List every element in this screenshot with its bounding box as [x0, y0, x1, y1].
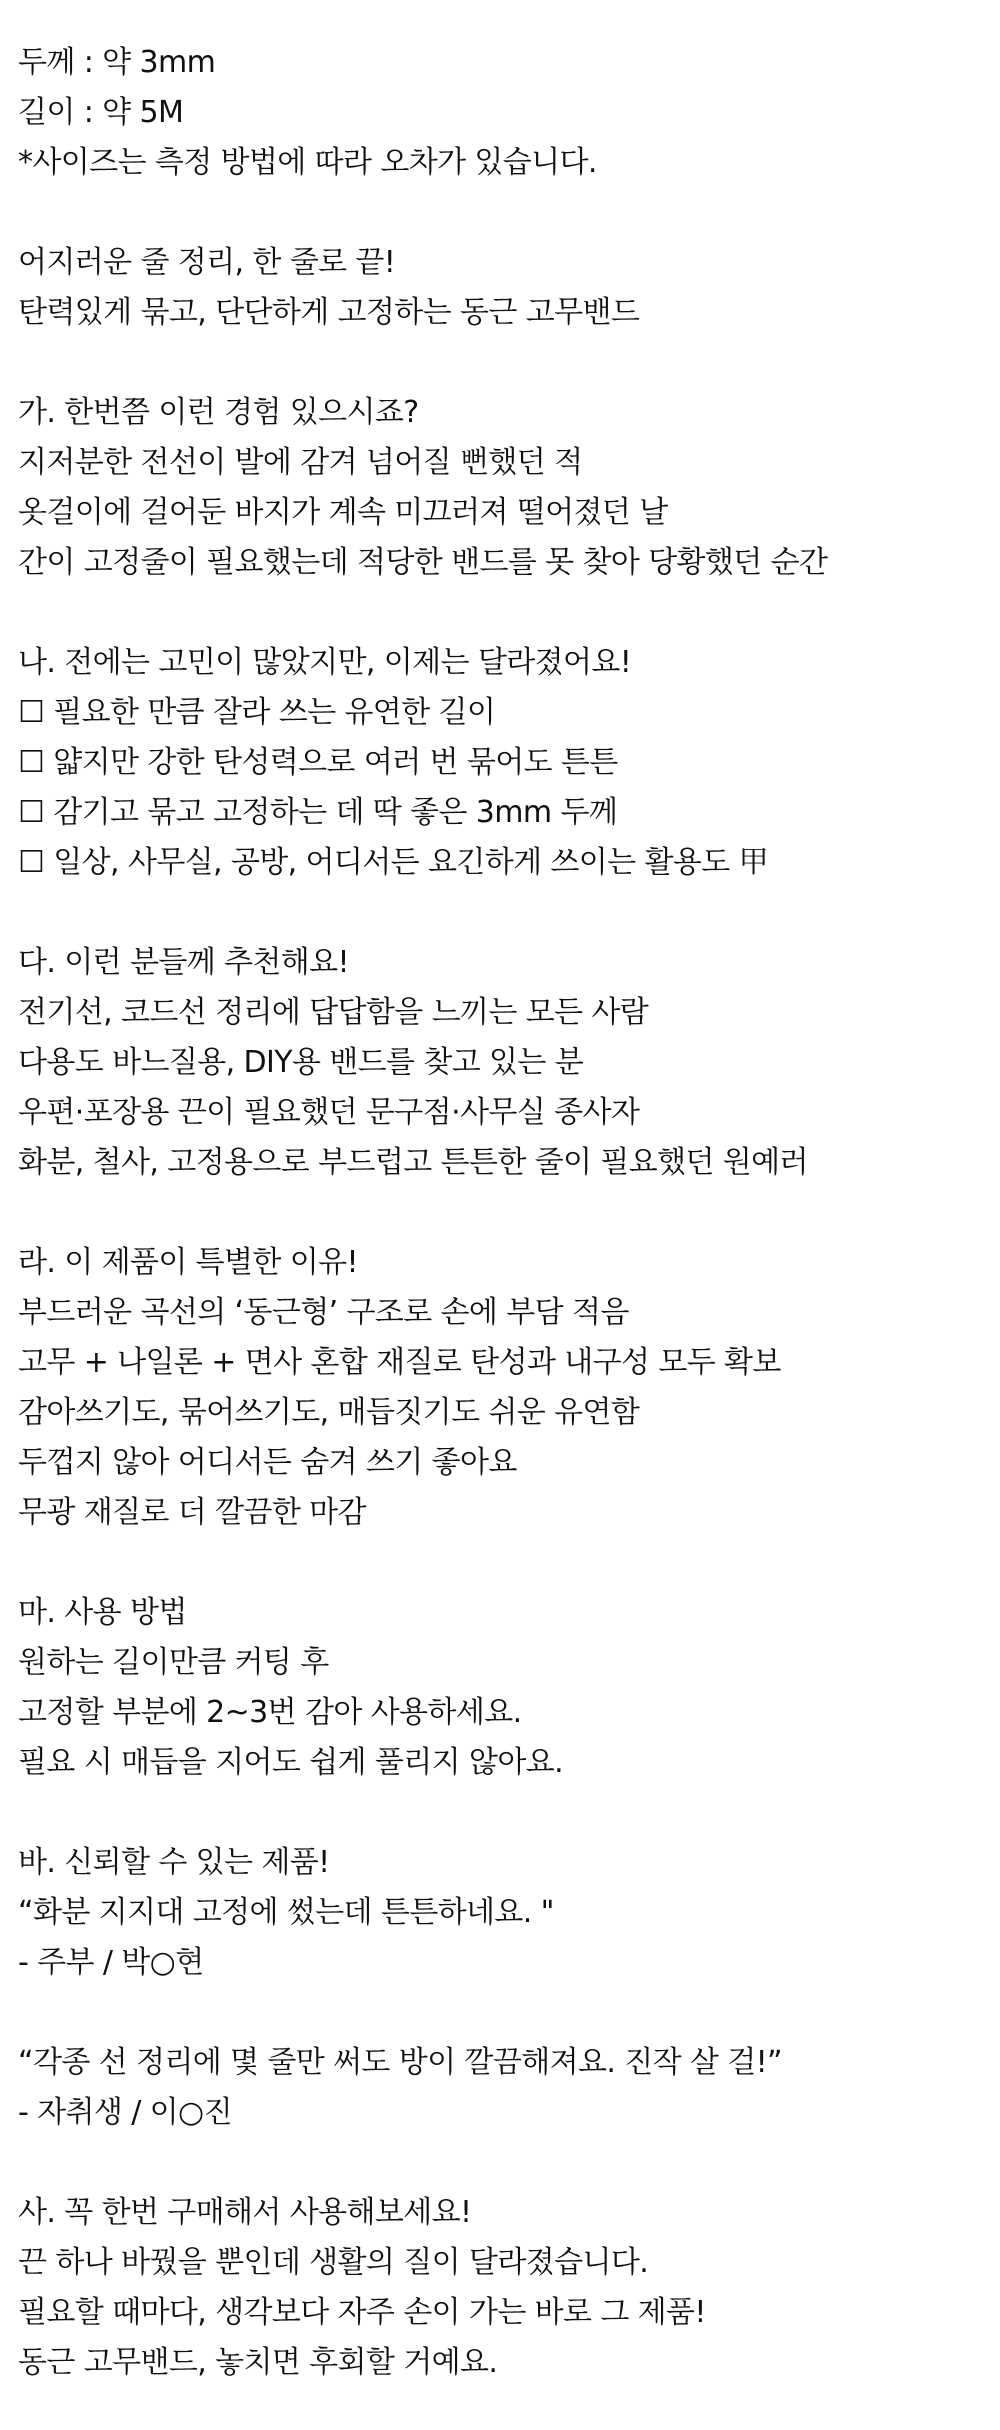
section-heading: 마. 사용 방법 [18, 1595, 187, 1630]
review-block [18, 2038, 988, 2138]
section-line: 우편·포장용 끈이 필요했던 문구점·사무실 종사자 [18, 1095, 640, 1130]
checklist-item: ☐ 감기고 묶고 고정하는 데 딱 좋은 3mm 두께 [18, 795, 618, 830]
section-ra [18, 1238, 988, 1538]
review-quote: “각종 선 정리에 몇 줄만 써도 방이 깔끔해져요. 진작 살 걸!” [18, 2045, 782, 2080]
section-line: 원하는 길이만큼 커팅 후 [18, 1645, 329, 1680]
checklist-item: ☐ 얇지만 강한 탄성력으로 여러 번 묶어도 튼튼 [18, 745, 618, 780]
intro-block [18, 238, 988, 338]
section-line: 두껍지 않아 어디서든 숨겨 쓰기 좋아요 [18, 1445, 517, 1480]
section-heading: 라. 이 제품이 특별한 이유! [18, 1245, 358, 1280]
intro-headline: 어지러운 줄 정리, 한 줄로 끝! [18, 245, 396, 280]
spacer [18, 588, 988, 638]
section-na [18, 638, 988, 888]
section-ma [18, 1588, 988, 1788]
section-line: 옷걸이에 걸어둔 바지가 계속 미끄러져 떨어졌던 날 [18, 495, 668, 530]
section-heading: 바. 신뢰할 수 있는 제품! [18, 1845, 330, 1880]
section-sa [18, 2188, 988, 2388]
section-heading: 나. 전에는 고민이 많았지만, 이제는 달라졌어요! [18, 645, 632, 680]
section-ba [18, 1838, 988, 1988]
section-line: 무광 재질로 더 깔끔한 마감 [18, 1495, 366, 1530]
section-line: 간이 고정줄이 필요했는데 적당한 밴드를 못 찾아 당황했던 순간 [18, 545, 828, 580]
section-line: 전기선, 코드선 정리에 답답함을 느끼는 모든 사람 [18, 995, 649, 1030]
review-author: - 주부 / 박○현 [18, 1945, 204, 1980]
spacer [18, 338, 988, 388]
spacer [18, 1188, 988, 1238]
specs-block [18, 38, 988, 188]
spacer [18, 1988, 988, 2038]
section-line: 고정할 부분에 2~3번 감아 사용하세요. [18, 1695, 522, 1730]
section-line: 필요할 때마다, 생각보다 자주 손이 가는 바로 그 제품! [18, 2295, 706, 2330]
spacer [18, 1788, 988, 1838]
section-heading: 사. 꼭 한번 구매해서 사용해보세요! [18, 2195, 472, 2230]
thickness-spec: 두께 : 약 3mm [18, 45, 216, 80]
review-author: - 자취생 / 이○진 [18, 2095, 233, 2130]
section-line: 감아쓰기도, 묶어쓰기도, 매듭짓기도 쉬운 유연함 [18, 1395, 640, 1430]
checklist-item: ☐ 일상, 사무실, 공방, 어디서든 요긴하게 쓰이는 활용도 甲 [18, 845, 768, 880]
spacer [18, 1538, 988, 1588]
intro-subline: 탄력있게 묶고, 단단하게 고정하는 동근 고무밴드 [18, 295, 640, 330]
product-description [18, 38, 988, 2388]
checklist-item: ☐ 필요한 만큼 잘라 쓰는 유연한 길이 [18, 695, 496, 730]
spacer [18, 188, 988, 238]
section-heading: 가. 한번쯤 이런 경험 있으시죠? [18, 395, 419, 430]
spacer [18, 888, 988, 938]
section-line: 끈 하나 바꿨을 뿐인데 생활의 질이 달라졌습니다. [18, 2245, 649, 2280]
section-line: 부드러운 곡선의 ‘동근형’ 구조로 손에 부담 적음 [18, 1295, 629, 1330]
size-note: *사이즈는 측정 방법에 따라 오차가 있습니다. [18, 145, 597, 180]
section-line: 고무 + 나일론 + 면사 혼합 재질로 탄성과 내구성 모두 확보 [18, 1345, 781, 1380]
section-line: 동근 고무밴드, 놓치면 후회할 거예요. [18, 2345, 498, 2380]
section-line: 지저분한 전선이 발에 감겨 넘어질 뻔했던 적 [18, 445, 583, 480]
section-line: 다용도 바느질용, DIY용 밴드를 찾고 있는 분 [18, 1045, 584, 1080]
section-line: 필요 시 매듭을 지어도 쉽게 풀리지 않아요. [18, 1745, 564, 1780]
section-line: 화분, 철사, 고정용으로 부드럽고 튼튼한 줄이 필요했던 원예러 [18, 1145, 808, 1180]
spacer [18, 2138, 988, 2188]
length-spec: 길이 : 약 5M [18, 95, 184, 130]
section-ga [18, 388, 988, 588]
section-heading: 다. 이런 분들께 추천해요! [18, 945, 349, 980]
review-quote: “화분 지지대 고정에 썼는데 튼튼하네요. " [18, 1895, 554, 1930]
section-da [18, 938, 988, 1188]
